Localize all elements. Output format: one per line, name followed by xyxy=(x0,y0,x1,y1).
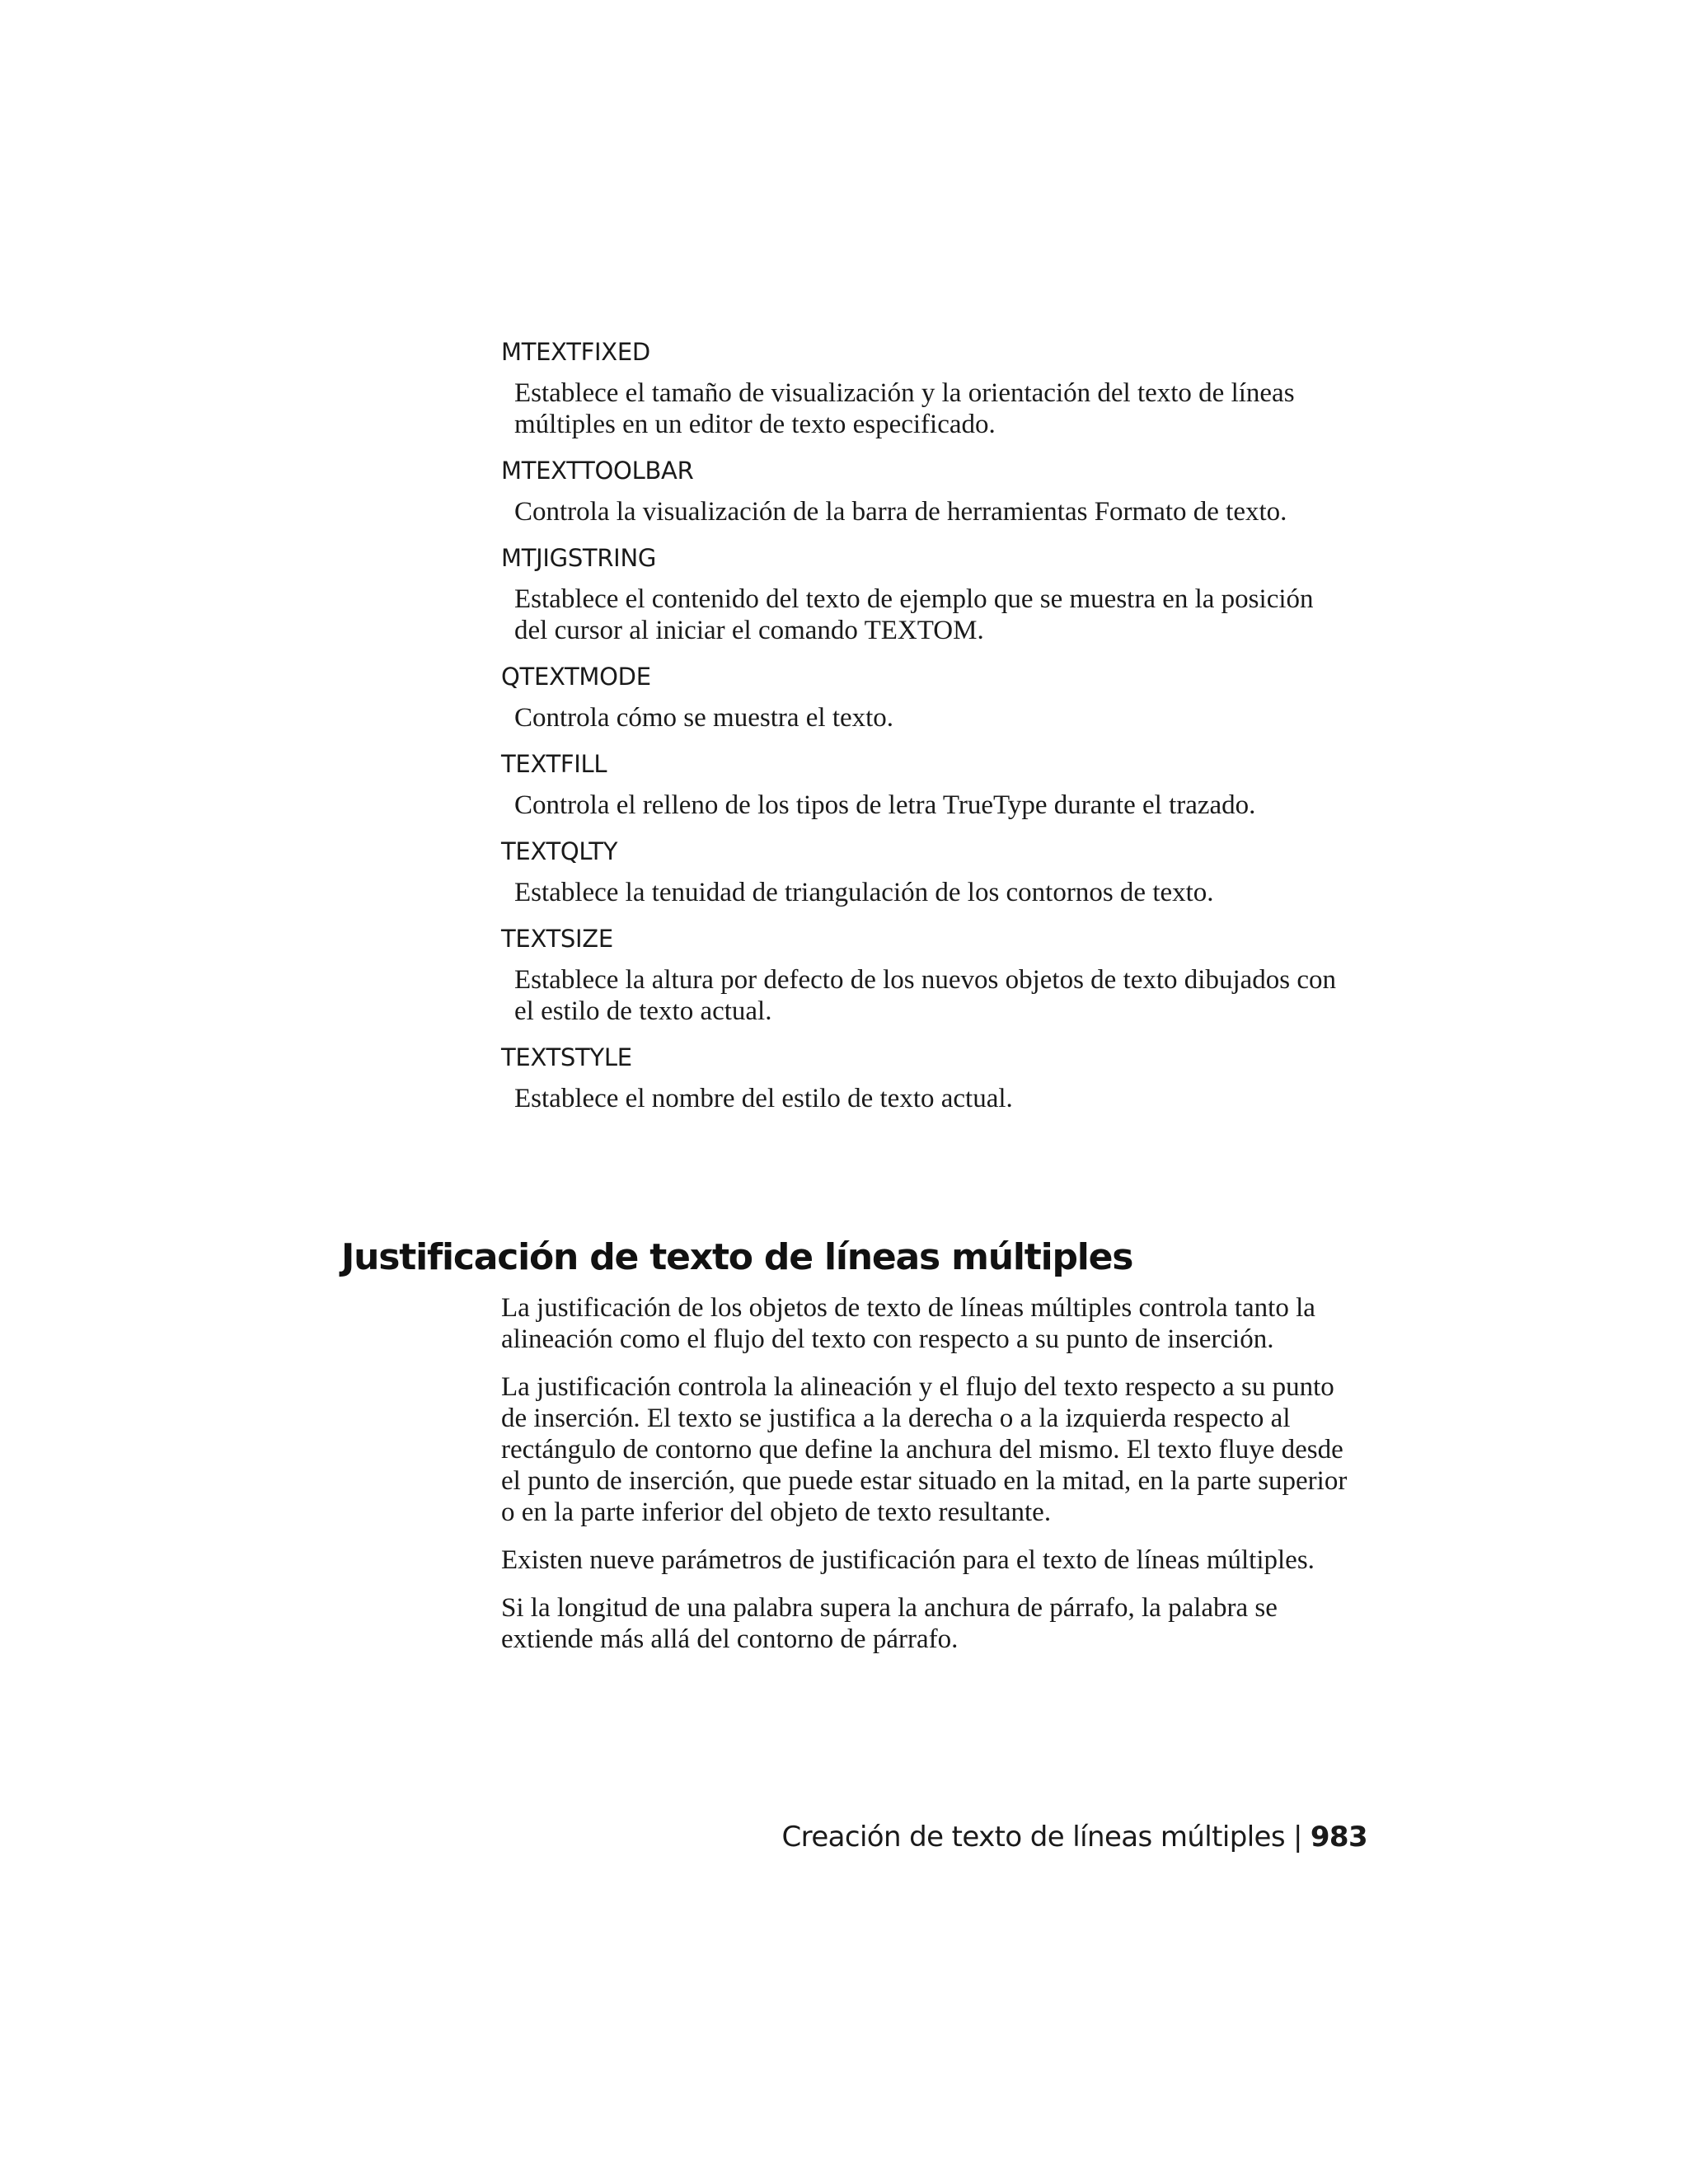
page-number: 983 xyxy=(1310,1821,1367,1854)
body-paragraph xyxy=(501,1371,1400,1528)
description-line: Establece el contenido del texto de ejemplo que se muestra en la posición xyxy=(514,584,1314,614)
description-line: Establece la altura por defecto de los nuevos objetos de texto dibujados con xyxy=(514,965,1337,995)
variable-name: MTJIGSTRING xyxy=(501,544,657,572)
variable-name: QTEXTMODE xyxy=(501,663,651,691)
paragraph-line: o en la parte inferior del objeto de texto resultante. xyxy=(501,1497,1052,1527)
variable-description xyxy=(514,964,1391,1027)
system-variable-list xyxy=(501,336,1391,1129)
variable-description xyxy=(514,1083,1391,1114)
variable-name: MTEXTFIXED xyxy=(501,338,650,366)
variable-name: MTEXTTOOLBAR xyxy=(501,457,694,485)
variable-description xyxy=(514,790,1391,821)
paragraph-line: Si la longitud de una palabra supera la anchura de párrafo, la palabra se xyxy=(501,1593,1278,1623)
description-line: Controla cómo se muestra el texto. xyxy=(514,703,894,733)
variable-name: TEXTQLTY xyxy=(501,837,618,865)
paragraph-line: extiende más allá del contorno de párrafo. xyxy=(501,1624,959,1654)
section-body xyxy=(501,1292,1400,1671)
paragraph-line: La justificación controla la alineación y el flujo del texto respecto a su punto xyxy=(501,1372,1334,1402)
variable-description xyxy=(514,702,1391,733)
description-line: Controla el relleno de los tipos de letra TrueType durante el trazado. xyxy=(514,790,1256,820)
variable-description xyxy=(514,877,1391,908)
description-line: Establece el nombre del estilo de texto actual. xyxy=(514,1084,1013,1113)
paragraph-line: el punto de inserción, que puede estar situado en la mitad, en la parte superior xyxy=(501,1466,1348,1496)
variable-description xyxy=(514,583,1391,646)
page-footer xyxy=(782,1819,1367,1855)
body-paragraph xyxy=(501,1592,1400,1655)
description-line: Establece el tamaño de visualización y la orientación del texto de líneas xyxy=(514,378,1295,408)
variable-description xyxy=(514,377,1391,440)
paragraph-line: Existen nueve parámetros de justificación para el texto de líneas múltiples. xyxy=(501,1545,1315,1575)
paragraph-line: alineación como el flujo del texto con respecto a su punto de inserción. xyxy=(501,1324,1274,1354)
body-paragraph xyxy=(501,1292,1400,1355)
variable-description xyxy=(514,496,1391,527)
description-line: del cursor al iniciar el comando TEXTOM. xyxy=(514,616,984,645)
description-line: el estilo de texto actual. xyxy=(514,996,772,1026)
section-heading: Justificación de texto de líneas múltiples xyxy=(341,1236,1133,1278)
paragraph-line: rectángulo de contorno que define la anchura del mismo. El texto fluye desde xyxy=(501,1435,1343,1465)
description-line: Controla la visualización de la barra de herramientas Formato de texto. xyxy=(514,497,1287,527)
description-line: múltiples en un editor de texto especificado. xyxy=(514,410,996,439)
body-paragraph xyxy=(501,1544,1400,1576)
variable-name: TEXTSTYLE xyxy=(501,1043,632,1071)
description-line: Establece la tenuidad de triangulación de los contornos de texto. xyxy=(514,878,1214,907)
variable-name: TEXTSIZE xyxy=(501,925,613,953)
paragraph-line: de inserción. El texto se justifica a la derecha o a la izquierda respecto al xyxy=(501,1404,1291,1433)
paragraph-line: La justificación de los objetos de texto de líneas múltiples controla tanto la xyxy=(501,1293,1315,1323)
variable-name: TEXTFILL xyxy=(501,750,607,778)
footer-separator: | xyxy=(1292,1821,1302,1854)
footer-chapter-title: Creación de texto de líneas múltiples xyxy=(781,1821,1285,1854)
